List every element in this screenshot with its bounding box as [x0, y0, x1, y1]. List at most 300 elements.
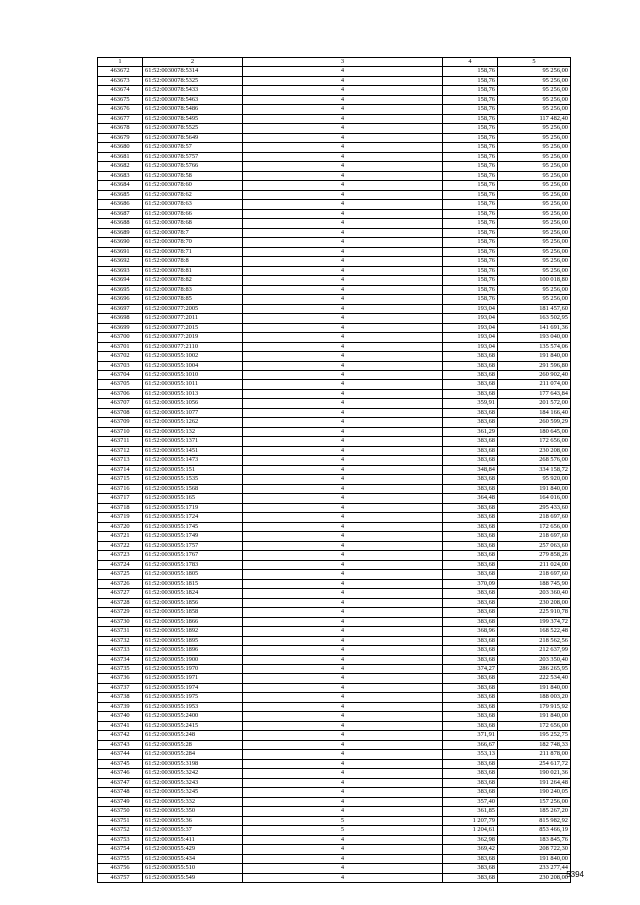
area-cell: 383,68	[443, 608, 498, 617]
value-cell: 268 576,00	[498, 456, 571, 465]
row-index-cell: 463710	[98, 427, 143, 436]
area-cell: 370,09	[443, 579, 498, 588]
table-row	[98, 617, 571, 626]
table-row	[98, 731, 571, 740]
row-index-cell: 463742	[98, 731, 143, 740]
area-cell: 158,76	[443, 143, 498, 152]
table-row	[98, 389, 571, 398]
area-cell: 383,68	[443, 589, 498, 598]
row-index-cell: 463695	[98, 285, 143, 294]
table-row	[98, 646, 571, 655]
cadastral-number-cell: 61:52:0030078:71	[143, 247, 243, 256]
row-index-cell: 463756	[98, 864, 143, 873]
area-cell: 158,76	[443, 200, 498, 209]
category-cell: 4	[243, 579, 443, 588]
row-index-cell: 463693	[98, 266, 143, 275]
cadastral-number-cell: 61:52:0030055:1896	[143, 646, 243, 655]
cadastral-number-cell: 61:52:0030055:3242	[143, 769, 243, 778]
cadastral-number-cell: 61:52:0030055:1892	[143, 627, 243, 636]
area-cell: 383,68	[443, 456, 498, 465]
row-index-cell: 463731	[98, 627, 143, 636]
area-cell: 362,98	[443, 835, 498, 844]
row-index-cell: 463703	[98, 361, 143, 370]
category-cell: 4	[243, 76, 443, 85]
table-row	[98, 665, 571, 674]
category-cell: 4	[243, 864, 443, 873]
area-cell: 383,68	[443, 636, 498, 645]
area-cell: 383,68	[443, 693, 498, 702]
row-index-cell: 463715	[98, 475, 143, 484]
table-row	[98, 456, 571, 465]
row-index-cell: 463675	[98, 95, 143, 104]
area-cell: 383,68	[443, 873, 498, 882]
category-cell: 4	[243, 114, 443, 123]
category-cell: 4	[243, 674, 443, 683]
row-index-cell: 463676	[98, 105, 143, 114]
row-index-cell: 463697	[98, 304, 143, 313]
value-cell: 141 691,36	[498, 323, 571, 332]
row-index-cell: 463712	[98, 446, 143, 455]
value-cell: 260 599,29	[498, 418, 571, 427]
value-cell: 95 256,00	[498, 209, 571, 218]
row-index-cell: 463692	[98, 257, 143, 266]
cadastral-number-cell: 61:52:0030055:1815	[143, 579, 243, 588]
area-cell: 383,68	[443, 551, 498, 560]
row-index-cell: 463721	[98, 532, 143, 541]
row-index-cell: 463681	[98, 152, 143, 161]
category-cell: 4	[243, 522, 443, 531]
row-index-cell: 463705	[98, 380, 143, 389]
value-cell: 193 040,00	[498, 333, 571, 342]
table-row	[98, 437, 571, 446]
area-cell: 158,76	[443, 133, 498, 142]
area-cell: 158,76	[443, 285, 498, 294]
row-index-cell: 463683	[98, 171, 143, 180]
table-row	[98, 133, 571, 142]
table-row	[98, 797, 571, 806]
area-cell: 383,68	[443, 759, 498, 768]
table-row	[98, 295, 571, 304]
row-index-cell: 463680	[98, 143, 143, 152]
cadastral-number-cell: 61:52:0030055:284	[143, 750, 243, 759]
cadastral-number-cell: 61:52:0030078:8	[143, 257, 243, 266]
area-cell: 364,48	[443, 494, 498, 503]
table-row	[98, 712, 571, 721]
category-cell: 5	[243, 816, 443, 825]
cadastral-number-cell: 61:52:0030078:81	[143, 266, 243, 275]
table-row	[98, 503, 571, 512]
cadastral-number-cell: 61:52:0030078:5757	[143, 152, 243, 161]
table-row	[98, 693, 571, 702]
table-row	[98, 285, 571, 294]
area-cell: 158,76	[443, 228, 498, 237]
area-cell: 158,76	[443, 105, 498, 114]
row-index-cell: 463734	[98, 655, 143, 664]
value-cell: 172 656,00	[498, 721, 571, 730]
cadastral-number-cell: 61:52:0030077:2015	[143, 323, 243, 332]
area-cell: 158,76	[443, 76, 498, 85]
table-row	[98, 380, 571, 389]
cadastral-number-cell: 61:52:0030078:58	[143, 171, 243, 180]
value-cell: 212 637,99	[498, 646, 571, 655]
table-row	[98, 370, 571, 379]
value-cell: 180 645,00	[498, 427, 571, 436]
category-cell: 4	[243, 788, 443, 797]
table-row	[98, 589, 571, 598]
row-index-cell: 463723	[98, 551, 143, 560]
value-cell: 95 256,00	[498, 105, 571, 114]
cadastral-number-cell: 61:52:0030077:2005	[143, 304, 243, 313]
category-cell: 4	[243, 247, 443, 256]
row-index-cell: 463678	[98, 124, 143, 133]
row-index-cell: 463700	[98, 333, 143, 342]
cadastral-number-cell: 61:52:0030055:1056	[143, 399, 243, 408]
value-cell: 853 466,19	[498, 826, 571, 835]
area-cell: 383,68	[443, 503, 498, 512]
cadastral-number-cell: 61:52:0030055:1858	[143, 608, 243, 617]
value-cell: 199 374,72	[498, 617, 571, 626]
value-cell: 188 745,90	[498, 579, 571, 588]
value-cell: 95 256,00	[498, 247, 571, 256]
value-cell: 95 256,00	[498, 76, 571, 85]
table-row	[98, 513, 571, 522]
table-row	[98, 579, 571, 588]
table-row	[98, 465, 571, 474]
row-index-cell: 463729	[98, 608, 143, 617]
cadastral-number-cell: 61:52:0030055:1767	[143, 551, 243, 560]
area-cell: 383,68	[443, 522, 498, 531]
category-cell: 4	[243, 209, 443, 218]
value-cell: 191 840,00	[498, 484, 571, 493]
cadastral-number-cell: 61:52:0030055:549	[143, 873, 243, 882]
table-row	[98, 522, 571, 531]
row-index-cell: 463716	[98, 484, 143, 493]
table-row	[98, 721, 571, 730]
area-cell: 158,76	[443, 124, 498, 133]
cadastral-number-cell: 61:52:0030055:1002	[143, 352, 243, 361]
value-cell: 95 256,00	[498, 143, 571, 152]
category-cell: 4	[243, 702, 443, 711]
area-cell: 1 207,79	[443, 816, 498, 825]
value-cell: 218 697,60	[498, 513, 571, 522]
value-cell: 190 021,36	[498, 769, 571, 778]
category-cell: 4	[243, 598, 443, 607]
category-cell: 4	[243, 617, 443, 626]
category-cell: 4	[243, 456, 443, 465]
area-cell: 383,68	[443, 778, 498, 787]
row-index-cell: 463694	[98, 276, 143, 285]
area-cell: 383,68	[443, 484, 498, 493]
category-cell: 4	[243, 105, 443, 114]
category-cell: 4	[243, 721, 443, 730]
category-cell: 4	[243, 152, 443, 161]
area-cell: 383,68	[443, 598, 498, 607]
value-cell: 172 656,00	[498, 437, 571, 446]
value-cell: 195 252,75	[498, 731, 571, 740]
value-cell: 203 360,40	[498, 589, 571, 598]
category-cell: 4	[243, 257, 443, 266]
category-cell: 4	[243, 276, 443, 285]
cadastral-number-cell: 61:52:0030078:70	[143, 238, 243, 247]
value-cell: 191 840,00	[498, 854, 571, 863]
category-cell: 4	[243, 551, 443, 560]
category-cell: 4	[243, 655, 443, 664]
category-cell: 4	[243, 769, 443, 778]
value-cell: 218 562,56	[498, 636, 571, 645]
row-index-cell: 463707	[98, 399, 143, 408]
category-cell: 4	[243, 835, 443, 844]
value-cell: 172 656,00	[498, 522, 571, 531]
row-index-cell: 463677	[98, 114, 143, 123]
category-cell: 4	[243, 646, 443, 655]
value-cell: 257 063,60	[498, 541, 571, 550]
value-cell: 279 858,26	[498, 551, 571, 560]
table-row	[98, 835, 571, 844]
row-index-cell: 463673	[98, 76, 143, 85]
table-row	[98, 873, 571, 882]
category-cell: 4	[243, 181, 443, 190]
cadastral-number-cell: 61:52:0030078:5486	[143, 105, 243, 114]
category-cell: 4	[243, 380, 443, 389]
value-cell: 100 018,80	[498, 276, 571, 285]
value-cell: 163 502,95	[498, 314, 571, 323]
category-cell: 4	[243, 475, 443, 484]
cadastral-number-cell: 61:52:0030055:1974	[143, 683, 243, 692]
cadastral-number-cell: 61:52:0030055:2415	[143, 721, 243, 730]
category-cell: 4	[243, 608, 443, 617]
table-row	[98, 314, 571, 323]
area-cell: 348,84	[443, 465, 498, 474]
category-cell: 4	[243, 418, 443, 427]
cadastral-number-cell: 61:52:0030055:1004	[143, 361, 243, 370]
table-row	[98, 276, 571, 285]
cadastral-number-cell: 61:52:0030055:132	[143, 427, 243, 436]
table-row	[98, 361, 571, 370]
value-cell: 201 572,00	[498, 399, 571, 408]
row-index-cell: 463722	[98, 541, 143, 550]
table-row	[98, 427, 571, 436]
value-cell: 179 915,92	[498, 702, 571, 711]
table-row	[98, 475, 571, 484]
category-cell: 4	[243, 143, 443, 152]
row-index-cell: 463679	[98, 133, 143, 142]
table-row	[98, 143, 571, 152]
area-cell: 383,68	[443, 617, 498, 626]
area-cell: 158,76	[443, 247, 498, 256]
cadastral-number-cell: 61:52:0030055:248	[143, 731, 243, 740]
row-index-cell: 463689	[98, 228, 143, 237]
cadastral-number-cell: 61:52:0030055:1856	[143, 598, 243, 607]
area-cell: 158,76	[443, 295, 498, 304]
category-cell: 4	[243, 503, 443, 512]
table-row	[98, 788, 571, 797]
area-cell: 383,68	[443, 532, 498, 541]
row-index-cell: 463688	[98, 219, 143, 228]
category-cell: 4	[243, 399, 443, 408]
category-cell: 4	[243, 446, 443, 455]
value-cell: 208 722,30	[498, 845, 571, 854]
area-cell: 368,96	[443, 627, 498, 636]
area-cell: 158,76	[443, 266, 498, 275]
row-index-cell: 463672	[98, 67, 143, 76]
table-row	[98, 674, 571, 683]
value-cell: 233 277,44	[498, 864, 571, 873]
value-cell: 230 208,00	[498, 446, 571, 455]
cadastral-number-cell: 61:52:0030055:165	[143, 494, 243, 503]
table-row	[98, 740, 571, 749]
category-cell: 4	[243, 570, 443, 579]
value-cell: 815 982,92	[498, 816, 571, 825]
value-cell: 190 240,05	[498, 788, 571, 797]
cadastral-number-cell: 61:52:0030055:1900	[143, 655, 243, 664]
area-cell: 383,68	[443, 712, 498, 721]
row-index-cell: 463728	[98, 598, 143, 607]
area-cell: 193,04	[443, 304, 498, 313]
area-cell: 369,42	[443, 845, 498, 854]
cadastral-number-cell: 61:52:0030078:82	[143, 276, 243, 285]
row-index-cell: 463698	[98, 314, 143, 323]
category-cell: 4	[243, 740, 443, 749]
column-header-1: 1	[98, 58, 143, 67]
category-cell: 4	[243, 532, 443, 541]
column-header-3: 3	[243, 58, 443, 67]
row-index-cell: 463754	[98, 845, 143, 854]
value-cell: 164 016,00	[498, 494, 571, 503]
table-row	[98, 570, 571, 579]
category-cell: 4	[243, 228, 443, 237]
row-index-cell: 463741	[98, 721, 143, 730]
category-cell: 4	[243, 513, 443, 522]
area-cell: 383,68	[443, 380, 498, 389]
area-cell: 158,76	[443, 257, 498, 266]
cadastral-number-cell: 61:52:0030078:60	[143, 181, 243, 190]
area-cell: 371,91	[443, 731, 498, 740]
cadastral-number-cell: 61:52:0030078:68	[143, 219, 243, 228]
value-cell: 291 596,80	[498, 361, 571, 370]
row-index-cell: 463727	[98, 589, 143, 598]
area-cell: 383,68	[443, 560, 498, 569]
cadastral-number-cell: 61:52:0030055:1749	[143, 532, 243, 541]
category-cell: 4	[243, 408, 443, 417]
row-index-cell: 463752	[98, 826, 143, 835]
area-cell: 383,68	[443, 674, 498, 683]
area-cell: 366,67	[443, 740, 498, 749]
area-cell: 158,76	[443, 171, 498, 180]
cadastral-number-cell: 61:52:0030078:5314	[143, 67, 243, 76]
area-cell: 158,76	[443, 114, 498, 123]
area-cell: 158,76	[443, 219, 498, 228]
cadastral-number-cell: 61:52:0030055:3243	[143, 778, 243, 787]
table-row	[98, 171, 571, 180]
table-row	[98, 769, 571, 778]
row-index-cell: 463699	[98, 323, 143, 332]
value-cell: 184 166,40	[498, 408, 571, 417]
category-cell: 4	[243, 200, 443, 209]
table-row	[98, 636, 571, 645]
cadastral-number-cell: 61:52:0030055:1824	[143, 589, 243, 598]
category-cell: 4	[243, 494, 443, 503]
table-row	[98, 408, 571, 417]
value-cell: 295 433,60	[498, 503, 571, 512]
table-row	[98, 228, 571, 237]
row-index-cell: 463751	[98, 816, 143, 825]
cadastral-number-cell: 61:52:0030078:5525	[143, 124, 243, 133]
cadastral-number-cell: 61:52:0030055:1568	[143, 484, 243, 493]
row-index-cell: 463744	[98, 750, 143, 759]
category-cell: 4	[243, 171, 443, 180]
value-cell: 95 256,00	[498, 162, 571, 171]
cadastral-number-cell: 61:52:0030055:1011	[143, 380, 243, 389]
table-row	[98, 778, 571, 787]
row-index-cell: 463674	[98, 86, 143, 95]
data-table-container	[97, 57, 570, 883]
area-cell: 383,68	[443, 702, 498, 711]
category-cell: 4	[243, 67, 443, 76]
value-cell: 211 074,00	[498, 380, 571, 389]
category-cell: 4	[243, 295, 443, 304]
category-cell: 4	[243, 437, 443, 446]
table-row	[98, 342, 571, 351]
cadastral-number-cell: 61:52:0030055:1262	[143, 418, 243, 427]
cadastral-number-cell: 61:52:0030055:1719	[143, 503, 243, 512]
value-cell: 191 264,48	[498, 778, 571, 787]
area-cell: 383,68	[443, 446, 498, 455]
table-row	[98, 627, 571, 636]
table-row	[98, 598, 571, 607]
area-cell: 158,76	[443, 67, 498, 76]
category-cell: 4	[243, 323, 443, 332]
cadastral-number-cell: 61:52:0030078:63	[143, 200, 243, 209]
value-cell: 286 265,95	[498, 665, 571, 674]
row-index-cell: 463745	[98, 759, 143, 768]
area-cell: 383,68	[443, 418, 498, 427]
cadastral-number-cell: 61:52:0030055:1535	[143, 475, 243, 484]
area-cell: 383,68	[443, 769, 498, 778]
area-cell: 353,13	[443, 750, 498, 759]
value-cell: 211 878,00	[498, 750, 571, 759]
row-index-cell: 463719	[98, 513, 143, 522]
value-cell: 95 256,00	[498, 181, 571, 190]
cadastral-number-cell: 61:52:0030078:5325	[143, 76, 243, 85]
area-cell: 361,85	[443, 807, 498, 816]
value-cell: 157 256,00	[498, 797, 571, 806]
column-header-4: 4	[443, 58, 498, 67]
cadastral-number-cell: 61:52:0030055:350	[143, 807, 243, 816]
value-cell: 230 208,00	[498, 598, 571, 607]
category-cell: 4	[243, 285, 443, 294]
value-cell: 95 256,00	[498, 171, 571, 180]
category-cell: 5	[243, 826, 443, 835]
value-cell: 95 256,00	[498, 219, 571, 228]
row-index-cell: 463713	[98, 456, 143, 465]
table-row	[98, 266, 571, 275]
table-row	[98, 152, 571, 161]
table-row	[98, 105, 571, 114]
row-index-cell: 463717	[98, 494, 143, 503]
row-index-cell: 463737	[98, 683, 143, 692]
table-row	[98, 494, 571, 503]
row-index-cell: 463732	[98, 636, 143, 645]
category-cell: 4	[243, 342, 443, 351]
value-cell: 95 256,00	[498, 238, 571, 247]
cadastral-number-cell: 61:52:0030055:510	[143, 864, 243, 873]
area-cell: 383,68	[443, 513, 498, 522]
cadastral-number-cell: 61:52:0030055:1866	[143, 617, 243, 626]
cadastral-number-cell: 61:52:0030055:429	[143, 845, 243, 854]
row-index-cell: 463696	[98, 295, 143, 304]
row-index-cell: 463740	[98, 712, 143, 721]
row-index-cell: 463724	[98, 560, 143, 569]
